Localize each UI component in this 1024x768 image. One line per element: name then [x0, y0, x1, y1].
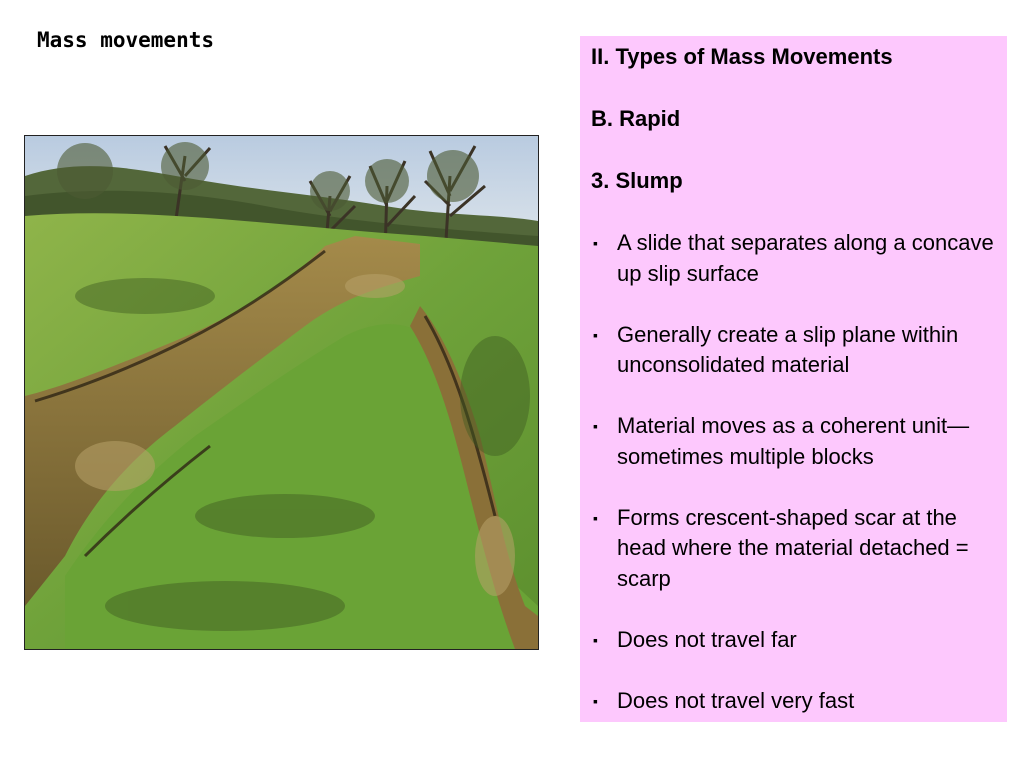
slide-title: Mass movements — [37, 28, 215, 52]
subsection-heading: B. Rapid — [591, 106, 681, 131]
bullet-icon: ▪ — [593, 509, 598, 526]
list-item — [591, 625, 997, 656]
bullet-icon: ▪ — [593, 631, 598, 648]
bullet-icon: ▪ — [593, 326, 598, 343]
bullet-text: Does not travel far — [617, 626, 797, 652]
bullet-icon: ▪ — [593, 692, 598, 709]
slide-text-panel — [580, 36, 1007, 722]
bullet-text: Material moves as a coherent unit—sometimes multiple blocks — [617, 413, 970, 469]
bullet-text: Does not travel very fast — [617, 687, 855, 713]
bullet-icon: ▪ — [593, 418, 598, 434]
list-item — [591, 686, 997, 717]
bullet-text: Forms crescent-shaped scar at the head where the material detached = scarp — [617, 504, 969, 591]
topic-heading: 3. Slump — [591, 168, 683, 193]
list-item — [591, 411, 997, 472]
list-item — [591, 228, 997, 289]
bullet-text: Generally create a slip plane within unconsolidated material — [617, 321, 959, 377]
bullet-text: A slide that separates along a concave up slip surface — [617, 230, 994, 286]
slump-landscape-photo — [25, 136, 538, 649]
list-item — [591, 320, 997, 381]
bullet-icon: ▪ — [593, 235, 598, 251]
section-heading: II. Types of Mass Movements — [591, 44, 893, 69]
slump-photo — [24, 135, 539, 650]
bullet-list — [591, 228, 997, 716]
list-item — [591, 503, 997, 595]
